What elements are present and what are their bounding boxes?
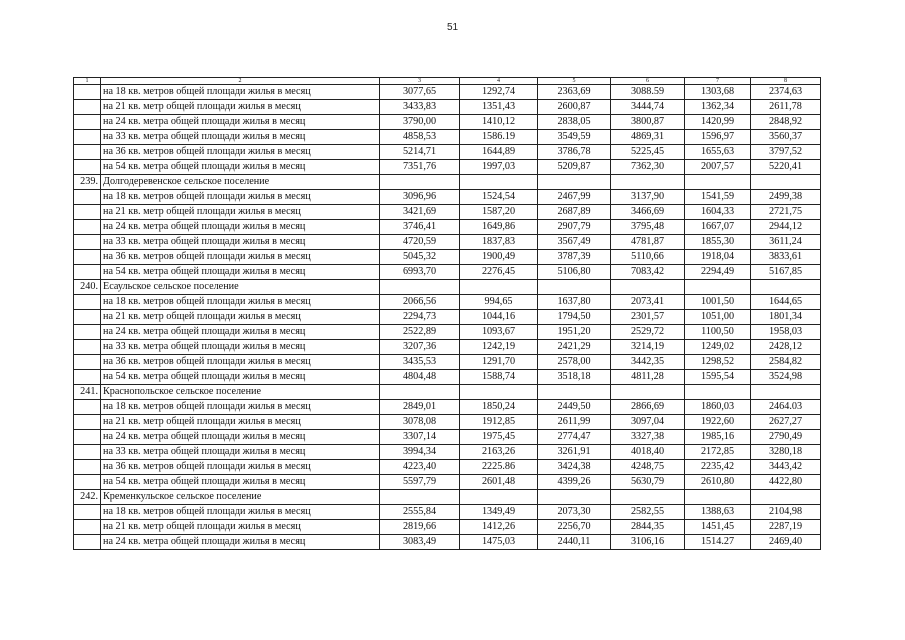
row-description: на 21 кв. метр общей площади жилья в месяц: [101, 310, 380, 325]
value-cell: 1801,34: [751, 310, 821, 325]
value-cell: 1051,00: [685, 310, 751, 325]
table-row: [74, 265, 821, 280]
section-number: 240.: [74, 280, 101, 295]
table-row: [74, 475, 821, 490]
empty-cell: [74, 445, 101, 460]
value-cell: 1514.27: [685, 535, 751, 550]
value-cell: 3096,96: [380, 190, 460, 205]
table-row: [74, 310, 821, 325]
value-cell: 2073,41: [611, 295, 685, 310]
value-cell: 5597,79: [380, 475, 460, 490]
value-cell: 2522,89: [380, 325, 460, 340]
value-cell: 1850,24: [460, 400, 538, 415]
value-cell: 4858,53: [380, 130, 460, 145]
table-row: [74, 520, 821, 535]
value-cell: 1975,45: [460, 430, 538, 445]
section-name: Долгодеревенское сельское поселение: [101, 175, 380, 190]
value-cell: 3442,35: [611, 355, 685, 370]
value-cell: 3560,37: [751, 130, 821, 145]
value-cell: 2428,12: [751, 340, 821, 355]
row-description: на 21 кв. метр общей площади жилья в месяц: [101, 415, 380, 430]
row-description: на 54 кв. метра общей площади жилья в месяц: [101, 370, 380, 385]
value-cell: 1420,99: [685, 115, 751, 130]
value-cell: 1855,30: [685, 235, 751, 250]
value-cell: 3077,65: [380, 85, 460, 100]
value-cell: 1587,20: [460, 205, 538, 220]
value-cell: 3443,42: [751, 460, 821, 475]
value-cell: 2582,55: [611, 505, 685, 520]
value-cell: 3786,78: [538, 145, 611, 160]
value-cell: 1291,70: [460, 355, 538, 370]
value-cell: 2848,92: [751, 115, 821, 130]
value-cell: 1644,65: [751, 295, 821, 310]
row-description: на 33 кв. метра общей площади жилья в месяц: [101, 235, 380, 250]
table-row: [74, 145, 821, 160]
value-cell: 2844,35: [611, 520, 685, 535]
value-cell: 2104,98: [751, 505, 821, 520]
empty-cell: [74, 430, 101, 445]
value-cell: 2421,29: [538, 340, 611, 355]
value-cell: 2627,27: [751, 415, 821, 430]
value-cell: 1997,03: [460, 160, 538, 175]
section-row: [74, 385, 821, 400]
value-cell: 2611,78: [751, 100, 821, 115]
empty-cell: [74, 535, 101, 550]
value-cell: 3746,41: [380, 220, 460, 235]
value-cell: 2163,26: [460, 445, 538, 460]
empty-cell: [74, 85, 101, 100]
value-cell: 1596,97: [685, 130, 751, 145]
value-cell: 3424,38: [538, 460, 611, 475]
row-description: на 54 кв. метра общей площади жилья в месяц: [101, 265, 380, 280]
value-cell: 2066,56: [380, 295, 460, 310]
value-cell: 1655,63: [685, 145, 751, 160]
value-cell: 1918,04: [685, 250, 751, 265]
value-cell: 3088.59: [611, 85, 685, 100]
empty-cell: [751, 280, 821, 295]
table-row: [74, 505, 821, 520]
value-cell: 1951,20: [538, 325, 611, 340]
value-cell: 2469,40: [751, 535, 821, 550]
value-cell: 4811,28: [611, 370, 685, 385]
row-description: на 54 кв. метра общей площади жилья в месяц: [101, 475, 380, 490]
value-cell: 1351,43: [460, 100, 538, 115]
row-description: на 36 кв. метров общей площади жилья в месяц: [101, 250, 380, 265]
empty-cell: [685, 490, 751, 505]
column-number: 5: [538, 78, 611, 85]
value-cell: 4223,40: [380, 460, 460, 475]
value-cell: 1900,49: [460, 250, 538, 265]
empty-cell: [74, 400, 101, 415]
value-cell: 1794,50: [538, 310, 611, 325]
table-row: [74, 85, 821, 100]
value-cell: 2944,12: [751, 220, 821, 235]
value-cell: 7362,30: [611, 160, 685, 175]
table-row: [74, 340, 821, 355]
value-cell: 4781,87: [611, 235, 685, 250]
value-cell: 2721,75: [751, 205, 821, 220]
empty-cell: [74, 415, 101, 430]
empty-cell: [685, 280, 751, 295]
value-cell: 1451,45: [685, 520, 751, 535]
value-cell: 1298,52: [685, 355, 751, 370]
value-cell: 1001,50: [685, 295, 751, 310]
value-cell: 2007,57: [685, 160, 751, 175]
value-cell: 4399,26: [538, 475, 611, 490]
table-row: [74, 430, 821, 445]
value-cell: 2374,63: [751, 85, 821, 100]
section-row: [74, 175, 821, 190]
empty-cell: [380, 385, 460, 400]
empty-cell: [751, 490, 821, 505]
table-row: [74, 415, 821, 430]
row-description: на 36 кв. метров общей площади жилья в месяц: [101, 145, 380, 160]
row-description: на 33 кв. метра общей площади жилья в месяц: [101, 130, 380, 145]
value-cell: 3518,18: [538, 370, 611, 385]
value-cell: 1292,74: [460, 85, 538, 100]
value-cell: 2600,87: [538, 100, 611, 115]
row-description: на 18 кв. метров общей площади жилья в месяц: [101, 400, 380, 415]
empty-cell: [74, 310, 101, 325]
row-description: на 33 кв. метра общей площади жилья в месяц: [101, 340, 380, 355]
value-cell: 4422,80: [751, 475, 821, 490]
value-cell: 2440,11: [538, 535, 611, 550]
value-cell: 1860,03: [685, 400, 751, 415]
section-row: [74, 280, 821, 295]
value-cell: 2687,89: [538, 205, 611, 220]
value-cell: 2611,99: [538, 415, 611, 430]
value-cell: 3524,98: [751, 370, 821, 385]
value-cell: 5106,80: [538, 265, 611, 280]
value-cell: 4720,59: [380, 235, 460, 250]
section-number: 241.: [74, 385, 101, 400]
value-cell: 2256,70: [538, 520, 611, 535]
value-cell: 2499,38: [751, 190, 821, 205]
value-cell: 3435,53: [380, 355, 460, 370]
value-cell: 1388,63: [685, 505, 751, 520]
value-cell: 2838,05: [538, 115, 611, 130]
value-cell: 1044,16: [460, 310, 538, 325]
value-cell: 3567,49: [538, 235, 611, 250]
table-row: [74, 355, 821, 370]
value-cell: 2866,69: [611, 400, 685, 415]
row-description: на 54 кв. метра общей площади жилья в месяц: [101, 160, 380, 175]
value-cell: 1303,68: [685, 85, 751, 100]
value-cell: 1667,07: [685, 220, 751, 235]
empty-cell: [74, 505, 101, 520]
empty-cell: [74, 235, 101, 250]
empty-cell: [380, 175, 460, 190]
value-cell: 3433,83: [380, 100, 460, 115]
value-cell: 2294,49: [685, 265, 751, 280]
empty-cell: [74, 250, 101, 265]
value-cell: 5167,85: [751, 265, 821, 280]
value-cell: 5209,87: [538, 160, 611, 175]
empty-cell: [380, 280, 460, 295]
row-description: на 33 кв. метра общей площади жилья в месяц: [101, 445, 380, 460]
row-description: на 36 кв. метров общей площади жилья в месяц: [101, 460, 380, 475]
empty-cell: [611, 490, 685, 505]
value-cell: 3327,38: [611, 430, 685, 445]
row-description: на 18 кв. метров общей площади жилья в месяц: [101, 505, 380, 520]
section-row: [74, 490, 821, 505]
value-cell: 2555,84: [380, 505, 460, 520]
column-number: 2: [101, 78, 380, 85]
row-description: на 24 кв. метра общей площади жилья в месяц: [101, 430, 380, 445]
empty-cell: [538, 175, 611, 190]
value-cell: 3421,69: [380, 205, 460, 220]
value-cell: 3280,18: [751, 445, 821, 460]
value-cell: 2790,49: [751, 430, 821, 445]
column-number: 4: [460, 78, 538, 85]
empty-cell: [751, 385, 821, 400]
empty-cell: [460, 385, 538, 400]
section-name: Кременкульское сельское поселение: [101, 490, 380, 505]
value-cell: 5630,79: [611, 475, 685, 490]
value-cell: 2225.86: [460, 460, 538, 475]
table-row: [74, 400, 821, 415]
empty-cell: [74, 115, 101, 130]
empty-cell: [74, 100, 101, 115]
value-cell: 3994,34: [380, 445, 460, 460]
table-row: [74, 535, 821, 550]
value-cell: 2819,66: [380, 520, 460, 535]
empty-cell: [685, 385, 751, 400]
value-cell: 2849,01: [380, 400, 460, 415]
column-number: 1: [74, 78, 101, 85]
column-number: 6: [611, 78, 685, 85]
value-cell: 2073,30: [538, 505, 611, 520]
value-cell: 1100,50: [685, 325, 751, 340]
section-number: 239.: [74, 175, 101, 190]
empty-cell: [538, 385, 611, 400]
empty-cell: [74, 130, 101, 145]
value-cell: 3797,52: [751, 145, 821, 160]
empty-cell: [74, 325, 101, 340]
value-cell: 1410,12: [460, 115, 538, 130]
row-description: на 18 кв. метров общей площади жилья в месяц: [101, 190, 380, 205]
value-cell: 2287,19: [751, 520, 821, 535]
row-description: на 24 кв. метра общей площади жилья в месяц: [101, 115, 380, 130]
value-cell: 3611,24: [751, 235, 821, 250]
empty-cell: [74, 520, 101, 535]
empty-cell: [611, 385, 685, 400]
empty-cell: [74, 190, 101, 205]
table-row: [74, 190, 821, 205]
value-cell: 1604,33: [685, 205, 751, 220]
value-cell: 1524,54: [460, 190, 538, 205]
value-cell: 1922,60: [685, 415, 751, 430]
value-cell: 1649,86: [460, 220, 538, 235]
value-cell: 2464.03: [751, 400, 821, 415]
column-number: 8: [751, 78, 821, 85]
empty-cell: [74, 220, 101, 235]
table-row: [74, 100, 821, 115]
value-cell: 4804,48: [380, 370, 460, 385]
empty-cell: [460, 490, 538, 505]
value-cell: 3800,87: [611, 115, 685, 130]
table-row: [74, 130, 821, 145]
value-cell: 1985,16: [685, 430, 751, 445]
empty-cell: [74, 145, 101, 160]
section-name: Краснопольское сельское поселение: [101, 385, 380, 400]
value-cell: 1362,34: [685, 100, 751, 115]
row-description: на 21 кв. метр общей площади жилья в месяц: [101, 520, 380, 535]
value-cell: 3083,49: [380, 535, 460, 550]
row-description: на 36 кв. метров общей площади жилья в месяц: [101, 355, 380, 370]
column-number: 3: [380, 78, 460, 85]
value-cell: 3307,14: [380, 430, 460, 445]
value-cell: 2449,50: [538, 400, 611, 415]
value-cell: 3214,19: [611, 340, 685, 355]
value-cell: 3261,91: [538, 445, 611, 460]
empty-cell: [460, 280, 538, 295]
value-cell: 5045,32: [380, 250, 460, 265]
value-cell: 3207,36: [380, 340, 460, 355]
value-cell: 1595,54: [685, 370, 751, 385]
value-cell: 2578,00: [538, 355, 611, 370]
value-cell: 3466,69: [611, 205, 685, 220]
table-body: [74, 78, 821, 550]
tariff-table: [73, 77, 821, 550]
empty-cell: [538, 280, 611, 295]
value-cell: 1349,49: [460, 505, 538, 520]
table-row: [74, 370, 821, 385]
value-cell: 2301,57: [611, 310, 685, 325]
value-cell: 5225,45: [611, 145, 685, 160]
value-cell: 2529,72: [611, 325, 685, 340]
value-cell: 4018,40: [611, 445, 685, 460]
value-cell: 1958,03: [751, 325, 821, 340]
value-cell: 7083,42: [611, 265, 685, 280]
page-number: 51: [446, 22, 459, 33]
value-cell: 3106,16: [611, 535, 685, 550]
table-row: [74, 205, 821, 220]
empty-cell: [74, 205, 101, 220]
section-name: Есаульское сельское поселение: [101, 280, 380, 295]
empty-cell: [538, 490, 611, 505]
value-cell: 3790,00: [380, 115, 460, 130]
value-cell: 1093,67: [460, 325, 538, 340]
value-cell: 3795,48: [611, 220, 685, 235]
empty-cell: [460, 175, 538, 190]
value-cell: 2610,80: [685, 475, 751, 490]
value-cell: 1412,26: [460, 520, 538, 535]
value-cell: 6993,70: [380, 265, 460, 280]
value-cell: 1586.19: [460, 130, 538, 145]
value-cell: 3444,74: [611, 100, 685, 115]
empty-cell: [74, 370, 101, 385]
row-description: на 21 кв. метр общей площади жилья в месяц: [101, 100, 380, 115]
row-description: на 21 кв. метр общей площади жилья в месяц: [101, 205, 380, 220]
empty-cell: [74, 340, 101, 355]
empty-cell: [74, 295, 101, 310]
value-cell: 2774,47: [538, 430, 611, 445]
value-cell: 3549,59: [538, 130, 611, 145]
value-cell: 1588,74: [460, 370, 538, 385]
value-cell: 2172,85: [685, 445, 751, 460]
table-row: [74, 250, 821, 265]
value-cell: 2584,82: [751, 355, 821, 370]
value-cell: 3078,08: [380, 415, 460, 430]
value-cell: 2601,48: [460, 475, 538, 490]
value-cell: 7351,76: [380, 160, 460, 175]
value-cell: 5110,66: [611, 250, 685, 265]
table-row: [74, 445, 821, 460]
value-cell: 1541,59: [685, 190, 751, 205]
empty-cell: [611, 280, 685, 295]
value-cell: 3787,39: [538, 250, 611, 265]
value-cell: 2467,99: [538, 190, 611, 205]
value-cell: 2363,69: [538, 85, 611, 100]
table-row: [74, 160, 821, 175]
empty-cell: [685, 175, 751, 190]
value-cell: 1249,02: [685, 340, 751, 355]
empty-cell: [74, 160, 101, 175]
row-description: на 24 кв. метра общей площади жилья в месяц: [101, 535, 380, 550]
empty-cell: [380, 490, 460, 505]
value-cell: 3833,61: [751, 250, 821, 265]
empty-cell: [74, 265, 101, 280]
row-description: на 24 кв. метра общей площади жилья в месяц: [101, 325, 380, 340]
value-cell: 2235,42: [685, 460, 751, 475]
empty-cell: [611, 175, 685, 190]
column-number: 7: [685, 78, 751, 85]
value-cell: 1475,03: [460, 535, 538, 550]
empty-cell: [74, 355, 101, 370]
table-row: [74, 235, 821, 250]
empty-cell: [74, 460, 101, 475]
value-cell: 4248,75: [611, 460, 685, 475]
value-cell: 2276,45: [460, 265, 538, 280]
row-description: на 24 кв. метра общей площади жилья в месяц: [101, 220, 380, 235]
row-description: на 18 кв. метров общей площади жилья в месяц: [101, 295, 380, 310]
value-cell: 994,65: [460, 295, 538, 310]
value-cell: 3097,04: [611, 415, 685, 430]
section-number: 242.: [74, 490, 101, 505]
empty-cell: [74, 475, 101, 490]
table-row: [74, 115, 821, 130]
value-cell: 4869,31: [611, 130, 685, 145]
value-cell: 5220,41: [751, 160, 821, 175]
value-cell: 1242,19: [460, 340, 538, 355]
table-row: [74, 460, 821, 475]
table-row: [74, 295, 821, 310]
empty-cell: [751, 175, 821, 190]
value-cell: 5214,71: [380, 145, 460, 160]
value-cell: 2907,79: [538, 220, 611, 235]
row-description: на 18 кв. метров общей площади жилья в месяц: [101, 85, 380, 100]
column-number-header: [74, 78, 821, 85]
table-row: [74, 220, 821, 235]
value-cell: 2294,73: [380, 310, 460, 325]
value-cell: 1644,89: [460, 145, 538, 160]
value-cell: 1837,83: [460, 235, 538, 250]
value-cell: 1637,80: [538, 295, 611, 310]
value-cell: 3137,90: [611, 190, 685, 205]
value-cell: 1912,85: [460, 415, 538, 430]
table-row: [74, 325, 821, 340]
